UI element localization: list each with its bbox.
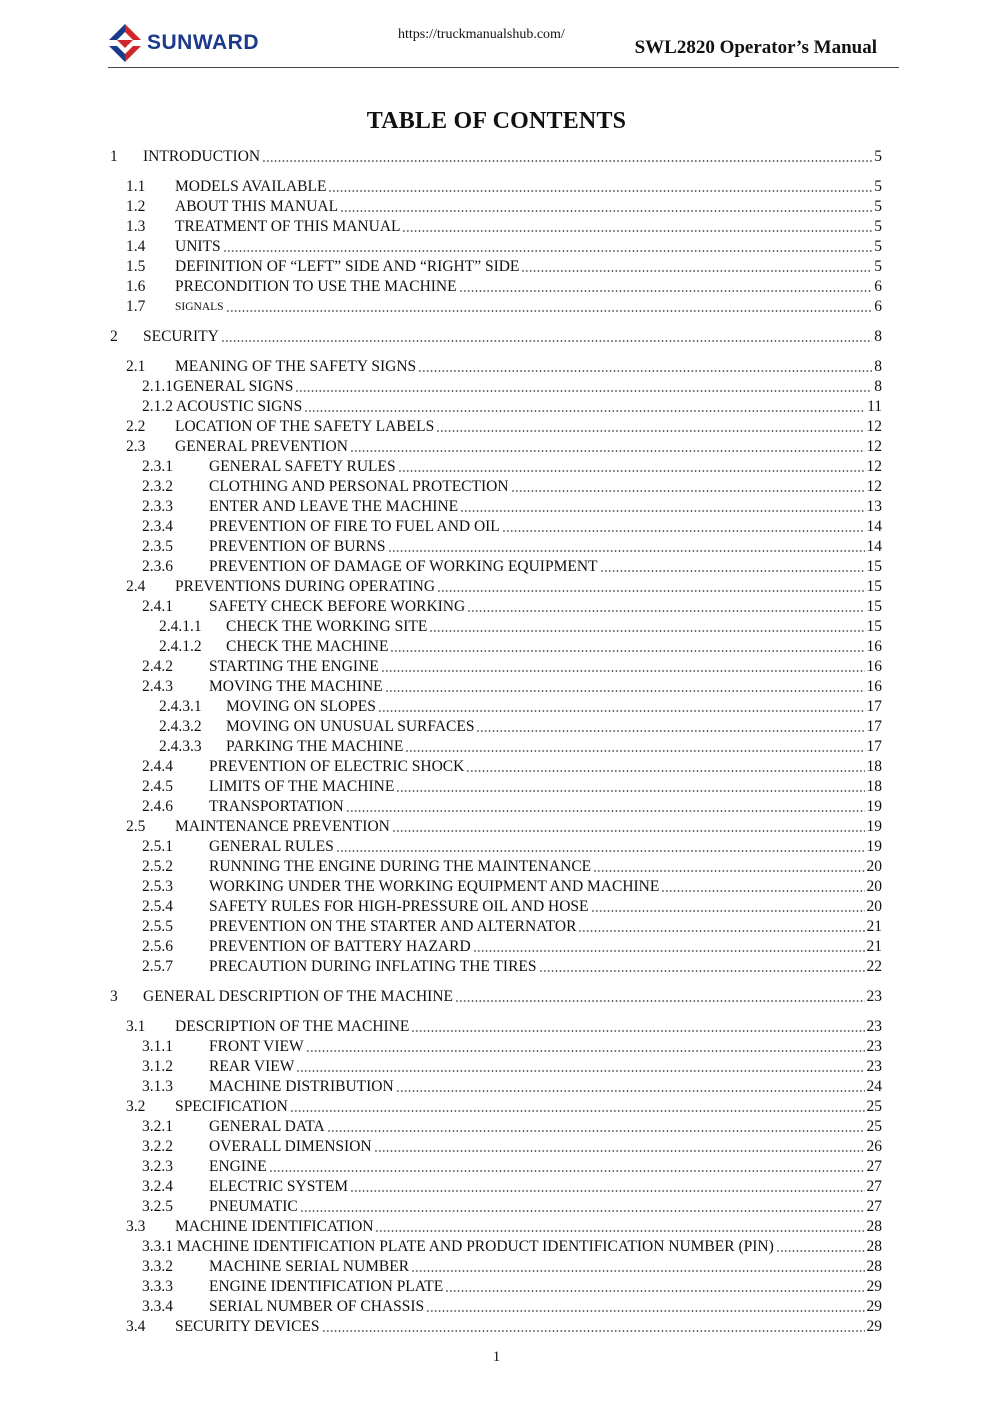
toc-entry[interactable] xyxy=(110,836,882,856)
toc-entry-number: 2.3.2 xyxy=(142,478,173,495)
toc-entry-number: 1.7 xyxy=(126,298,146,315)
toc-entry-number: 3.1.2 xyxy=(142,1058,173,1075)
toc-entry-title: SAFETY CHECK BEFORE WORKING xyxy=(209,598,466,615)
toc-entry-title: MEANING OF THE SAFETY SIGNS xyxy=(175,358,417,375)
toc-entry[interactable] xyxy=(110,596,882,616)
dot-leader xyxy=(661,890,864,892)
dot-leader xyxy=(295,390,872,392)
toc-entry[interactable] xyxy=(110,416,882,436)
toc-entry-number: 2.3.3 xyxy=(142,498,173,515)
toc-entry-title: 2.1.2 ACOUSTIC SIGNS xyxy=(142,398,303,415)
toc-entry-page: 15 xyxy=(866,618,882,635)
toc-entry-number: 3.3.3 xyxy=(142,1278,173,1295)
dot-leader xyxy=(405,750,864,752)
toc-entry-page: 5 xyxy=(874,148,882,165)
toc-entry[interactable] xyxy=(110,396,882,416)
dot-leader xyxy=(600,570,865,572)
dot-leader xyxy=(336,850,865,852)
toc-entry[interactable] xyxy=(110,656,882,676)
toc-entry-number: 2.4.1 xyxy=(142,598,173,615)
toc-entry-number: 2.4.3.3 xyxy=(159,738,202,755)
toc-entry-page: 12 xyxy=(866,458,882,475)
dot-leader xyxy=(466,770,864,772)
toc-entry-title: FRONT VIEW xyxy=(209,1038,304,1055)
dot-leader xyxy=(429,630,864,632)
header-divider xyxy=(108,67,899,68)
toc-entry-page: 16 xyxy=(866,638,882,655)
toc-entry-page: 12 xyxy=(866,438,882,455)
dot-leader xyxy=(269,1170,865,1172)
toc-entry[interactable] xyxy=(110,1036,882,1056)
dot-leader xyxy=(381,670,865,672)
toc-entry-number: 1.5 xyxy=(126,258,146,275)
dot-leader xyxy=(350,1190,864,1192)
toc-entry-page: 8 xyxy=(874,358,882,375)
toc-entry-title: PRECONDITION TO USE THE MACHINE xyxy=(175,278,457,295)
dot-leader xyxy=(426,1310,864,1312)
toc-entry-number: 2.4.3.2 xyxy=(159,718,202,735)
toc-entry-page: 12 xyxy=(866,478,882,495)
toc-entry[interactable] xyxy=(110,276,882,296)
dot-leader xyxy=(467,610,864,612)
dot-leader xyxy=(445,1290,864,1292)
toc-entry-number: 2.4.1.2 xyxy=(159,638,202,655)
toc-entry-number: 2.4.3.1 xyxy=(159,698,202,715)
toc-entry-title: PREVENTION OF ELECTRIC SHOCK xyxy=(209,758,465,775)
toc-entry-number: 2.4.4 xyxy=(142,758,173,775)
toc-entry[interactable] xyxy=(110,1276,882,1296)
toc-entry-title: PREVENTION OF BURNS xyxy=(209,538,386,555)
toc-entry-title: GENERAL DESCRIPTION OF THE MACHINE xyxy=(143,988,453,1005)
toc-entry[interactable] xyxy=(110,176,882,196)
toc-entry-page: 27 xyxy=(866,1178,882,1195)
toc-entry-number: 3.2 xyxy=(126,1098,146,1115)
toc-entry-page: 8 xyxy=(874,328,882,345)
toc-entry[interactable] xyxy=(110,236,882,256)
toc-entry-page: 11 xyxy=(867,398,882,415)
toc-entry[interactable] xyxy=(110,816,882,836)
toc-entry-title: ENTER AND LEAVE THE MACHINE xyxy=(209,498,459,515)
toc-entry[interactable] xyxy=(110,1156,882,1176)
toc-entry-title: TREATMENT OF THIS MANUAL xyxy=(175,218,401,235)
toc-entry-number: 2.3 xyxy=(126,438,146,455)
toc-entry[interactable] xyxy=(110,896,882,916)
toc-entry-page: 22 xyxy=(866,958,882,975)
dot-leader xyxy=(322,1330,865,1332)
toc-entry-title: PREVENTION ON THE STARTER AND ALTERNATOR xyxy=(209,918,577,935)
toc-entry-page: 18 xyxy=(866,758,882,775)
toc-entry-page: 6 xyxy=(874,278,882,295)
toc-entry-title: SECURITY xyxy=(143,328,219,345)
toc-entry-title: GENERAL SAFETY RULES xyxy=(209,458,396,475)
toc-entry-title: PRECAUTION DURING INFLATING THE TIRES xyxy=(209,958,537,975)
toc-entry-number: 3.2.5 xyxy=(142,1198,173,1215)
toc-entry-title: PNEUMATIC xyxy=(209,1198,298,1215)
toc-entry-page: 28 xyxy=(866,1238,882,1255)
toc-entry-page: 25 xyxy=(866,1098,882,1115)
toc-entry-title: GENERAL DATA xyxy=(209,1118,325,1135)
toc-entry-title: PREVENTIONS DURING OPERATING xyxy=(175,578,436,595)
toc-entry[interactable] xyxy=(110,1136,882,1156)
toc-entry[interactable] xyxy=(110,496,882,516)
toc-entry-title: MOVING THE MACHINE xyxy=(209,678,383,695)
dot-leader xyxy=(350,450,865,452)
toc-entry-page: 20 xyxy=(866,878,882,895)
dot-leader xyxy=(374,1150,865,1152)
toc-entry-number: 3 xyxy=(110,988,118,1005)
toc-entry-title: 2.1.1GENERAL SIGNS xyxy=(142,378,294,395)
toc-entry-title: PARKING THE MACHINE xyxy=(226,738,404,755)
toc-entry-number: 2.3.5 xyxy=(142,538,173,555)
toc-entry-page: 19 xyxy=(866,838,882,855)
toc-entry[interactable] xyxy=(110,536,882,556)
toc-entry[interactable] xyxy=(110,616,882,636)
toc-entry-title: PREVENTION OF FIRE TO FUEL AND OIL xyxy=(209,518,500,535)
toc-entry-number: 2.5.7 xyxy=(142,958,173,975)
dot-leader xyxy=(411,1270,864,1272)
toc-entry-page: 29 xyxy=(866,1318,882,1335)
toc-entry[interactable] xyxy=(110,436,882,456)
toc-entry-number: 3.3.4 xyxy=(142,1298,173,1315)
toc-entry-page: 17 xyxy=(866,698,882,715)
toc-entry-number: 3.2.1 xyxy=(142,1118,173,1135)
page-number: 1 xyxy=(492,1349,501,1365)
toc-entry[interactable] xyxy=(110,146,882,166)
dot-leader xyxy=(398,470,865,472)
dot-leader xyxy=(593,870,864,872)
toc-entry-title: MODELS AVAILABLE xyxy=(175,178,327,195)
dot-leader xyxy=(300,1210,865,1212)
toc-entry-number: 3.2.2 xyxy=(142,1138,173,1155)
toc-entry[interactable] xyxy=(110,876,882,896)
toc-entry-page: 5 xyxy=(874,198,882,215)
toc-entry-number: 3.2.4 xyxy=(142,1178,173,1195)
toc-entry-page: 6 xyxy=(874,298,882,315)
dot-leader xyxy=(392,830,865,832)
toc-entry-page: 26 xyxy=(866,1138,882,1155)
toc-entry[interactable] xyxy=(110,986,882,1006)
toc-entry-title: ENGINE xyxy=(209,1158,267,1175)
toc-entry-number: 3.4 xyxy=(126,1318,146,1335)
toc-entry-title: ELECTRIC SYSTEM xyxy=(209,1178,349,1195)
toc-entry-number: 1 xyxy=(110,148,118,165)
toc-entry[interactable] xyxy=(110,756,882,776)
toc-entry-number: 2.4.5 xyxy=(142,778,173,795)
dot-leader xyxy=(375,1230,864,1232)
toc-entry[interactable] xyxy=(110,516,882,536)
dot-leader xyxy=(262,160,872,162)
dot-leader xyxy=(346,810,865,812)
toc-entry[interactable] xyxy=(110,736,882,756)
toc-entry[interactable] xyxy=(110,256,882,276)
toc-entry-page: 16 xyxy=(866,658,882,675)
toc-entry[interactable] xyxy=(110,356,882,376)
toc-entry-number: 2.5.2 xyxy=(142,858,173,875)
toc-entry[interactable] xyxy=(110,1016,882,1036)
toc-entry-number: 2.3.1 xyxy=(142,458,173,475)
toc-entry-title: CLOTHING AND PERSONAL PROTECTION xyxy=(209,478,509,495)
toc-entry-number: 3.1.1 xyxy=(142,1038,173,1055)
toc-entry-page: 5 xyxy=(874,238,882,255)
logo-text: SUNWARD xyxy=(147,31,259,54)
dot-leader xyxy=(411,1030,864,1032)
toc-entry-page: 16 xyxy=(866,678,882,695)
dot-leader xyxy=(476,730,864,732)
dot-leader xyxy=(378,710,865,712)
toc-entry-page: 23 xyxy=(866,1038,882,1055)
toc-entry-page: 29 xyxy=(866,1298,882,1315)
toc-entry[interactable] xyxy=(110,196,882,216)
toc-entry[interactable] xyxy=(110,1296,882,1316)
source-url[interactable]: https://truckmanualshub.com/ xyxy=(398,27,565,42)
toc-entry-title: MACHINE SERIAL NUMBER xyxy=(209,1258,410,1275)
toc-entry-page: 24 xyxy=(866,1078,882,1095)
toc-entry[interactable] xyxy=(110,1316,882,1336)
toc-entry[interactable] xyxy=(110,456,882,476)
toc-entry-page: 12 xyxy=(866,418,882,435)
toc-entry-number: 2.5.1 xyxy=(142,838,173,855)
toc-entry[interactable] xyxy=(110,376,882,396)
dot-leader xyxy=(511,490,865,492)
toc-entry-title: INTRODUCTION xyxy=(143,148,261,165)
toc-entry-title: MOVING ON UNUSUAL SURFACES xyxy=(226,718,475,735)
toc-entry[interactable] xyxy=(110,856,882,876)
toc-entry-page: 5 xyxy=(874,178,882,195)
toc-entry[interactable] xyxy=(110,936,882,956)
sunward-logo xyxy=(108,22,259,64)
dot-leader xyxy=(521,270,872,272)
dot-leader xyxy=(402,230,872,232)
toc-entry-page: 28 xyxy=(866,1218,882,1235)
toc-entry[interactable] xyxy=(110,556,882,576)
toc-entry-title: OVERALL DIMENSION xyxy=(209,1138,372,1155)
toc-entry-page: 27 xyxy=(866,1198,882,1215)
dot-leader xyxy=(418,370,872,372)
toc-entry-number: 2.5.4 xyxy=(142,898,173,915)
dot-leader xyxy=(473,950,865,952)
dot-leader xyxy=(340,210,872,212)
toc-entry-page: 8 xyxy=(874,378,882,395)
toc-entry-number: 2.4 xyxy=(126,578,146,595)
toc-entry-title: CHECK THE WORKING SITE xyxy=(226,618,428,635)
toc-entry-title: STARTING THE ENGINE xyxy=(209,658,379,675)
toc-entry[interactable] xyxy=(110,676,882,696)
dot-leader xyxy=(390,650,864,652)
toc-entry-page: 5 xyxy=(874,218,882,235)
toc-entry-page: 23 xyxy=(866,1058,882,1075)
toc-entry-page: 15 xyxy=(866,558,882,575)
dot-leader xyxy=(455,1000,865,1002)
toc-entry-page: 23 xyxy=(866,1018,882,1035)
toc-entry-number: 3.3.2 xyxy=(142,1258,173,1275)
toc-entry-number: 2.3.4 xyxy=(142,518,173,535)
dot-leader xyxy=(226,310,873,312)
toc-entry[interactable] xyxy=(110,1096,882,1116)
dot-leader xyxy=(776,1250,865,1252)
toc-entry[interactable] xyxy=(110,696,882,716)
toc-entry-number: 2.5.6 xyxy=(142,938,173,955)
toc-entry-title: RUNNING THE ENGINE DURING THE MAINTENANCE xyxy=(209,858,592,875)
manual-title: SWL2820 Operator’s Manual xyxy=(634,37,877,58)
toc-entry-title: SIGNALS xyxy=(175,301,224,313)
toc-entry-page: 27 xyxy=(866,1158,882,1175)
toc-entry-title: MOVING ON SLOPES xyxy=(226,698,376,715)
toc-entry-title: REAR VIEW xyxy=(209,1058,295,1075)
toc-entry-page: 29 xyxy=(866,1278,882,1295)
toc-entry-page: 21 xyxy=(866,938,882,955)
toc-entry-number: 2.4.2 xyxy=(142,658,173,675)
toc-entry-page: 18 xyxy=(866,778,882,795)
dot-leader xyxy=(306,1050,865,1052)
toc-entry-number: 2.4.6 xyxy=(142,798,173,815)
toc-entry-title: MACHINE IDENTIFICATION xyxy=(175,1218,374,1235)
toc-entry[interactable] xyxy=(110,716,882,736)
toc-entry-title: MACHINE DISTRIBUTION xyxy=(209,1078,394,1095)
toc-entry-number: 2.5.3 xyxy=(142,878,173,895)
toc-entry[interactable] xyxy=(110,1216,882,1236)
dot-leader xyxy=(290,1110,865,1112)
toc-entry[interactable] xyxy=(110,1056,882,1076)
dot-leader xyxy=(436,430,864,432)
toc-entry-number: 2.1 xyxy=(126,358,146,375)
toc-entry-number: 3.3 xyxy=(126,1218,146,1235)
toc-entry[interactable] xyxy=(110,796,882,816)
dot-leader xyxy=(396,1090,865,1092)
toc-entry-page: 17 xyxy=(866,738,882,755)
toc-entry-title: WORKING UNDER THE WORKING EQUIPMENT AND MACHINE xyxy=(209,878,660,895)
toc-entry[interactable] xyxy=(110,1256,882,1276)
toc-entry-page: 20 xyxy=(866,858,882,875)
toc-entry[interactable] xyxy=(110,1176,882,1196)
toc-entry-number: 2.3.6 xyxy=(142,558,173,575)
toc-entry-title: SECURITY DEVICES xyxy=(175,1318,320,1335)
toc-entry-number: 1.1 xyxy=(126,178,146,195)
toc-entry-number: 1.3 xyxy=(126,218,146,235)
toc-entry-page: 13 xyxy=(866,498,882,515)
toc-entry-title: ABOUT THIS MANUAL xyxy=(175,198,339,215)
dot-leader xyxy=(385,690,865,692)
toc-entry-page: 19 xyxy=(866,798,882,815)
dot-leader xyxy=(502,530,865,532)
toc-entry-title: PREVENTION OF BATTERY HAZARD xyxy=(209,938,471,955)
dot-leader xyxy=(304,410,865,412)
toc-entry[interactable] xyxy=(110,476,882,496)
toc-entry-page: 17 xyxy=(866,718,882,735)
sunward-logo-icon xyxy=(108,23,142,63)
toc-entry-page: 28 xyxy=(866,1258,882,1275)
dot-leader xyxy=(578,930,864,932)
toc-title: TABLE OF CONTENTS xyxy=(366,108,627,134)
toc-entry-number: 2.5.5 xyxy=(142,918,173,935)
toc-entry-page: 5 xyxy=(874,258,882,275)
toc-entry-title: GENERAL PREVENTION xyxy=(175,438,348,455)
toc-entry-title: SPECIFICATION xyxy=(175,1098,288,1115)
toc-entry-title: LOCATION OF THE SAFETY LABELS xyxy=(175,418,435,435)
dot-leader xyxy=(328,190,872,192)
toc-entry-title: DESCRIPTION OF THE MACHINE xyxy=(175,1018,410,1035)
toc-entry-title: SAFETY RULES FOR HIGH-PRESSURE OIL AND HOSE xyxy=(209,898,589,915)
toc-entry-number: 1.6 xyxy=(126,278,146,295)
toc-entry-title: TRANSPORTATION xyxy=(209,798,344,815)
toc-entry[interactable] xyxy=(110,326,882,346)
toc-entry-page: 15 xyxy=(866,578,882,595)
toc-entry-number: 2.5 xyxy=(126,818,146,835)
toc-entry[interactable] xyxy=(110,296,882,316)
toc-entry-title: CHECK THE MACHINE xyxy=(226,638,389,655)
dot-leader xyxy=(539,970,865,972)
toc-entry-title: UNITS xyxy=(175,238,221,255)
dot-leader xyxy=(223,250,873,252)
toc-entry-title: MAINTENANCE PREVENTION xyxy=(175,818,390,835)
toc-entry-page: 21 xyxy=(866,918,882,935)
dot-leader xyxy=(591,910,865,912)
toc-entry-page: 14 xyxy=(866,538,882,555)
toc-entry-number: 1.4 xyxy=(126,238,146,255)
toc-entry-number: 3.1.3 xyxy=(142,1078,173,1095)
toc-entry-number: 3.2.3 xyxy=(142,1158,173,1175)
toc-entry-number: 1.2 xyxy=(126,198,146,215)
dot-leader xyxy=(221,340,872,342)
toc-entry-page: 25 xyxy=(866,1118,882,1135)
toc-entry[interactable] xyxy=(110,216,882,236)
dot-leader xyxy=(396,790,864,792)
toc-entry-title: LIMITS OF THE MACHINE xyxy=(209,778,395,795)
toc-entry-number: 2.2 xyxy=(126,418,146,435)
dot-leader xyxy=(327,1130,865,1132)
toc-entry-page: 23 xyxy=(866,988,882,1005)
toc-entry[interactable] xyxy=(110,576,882,596)
toc-entry-number: 3.1 xyxy=(126,1018,146,1035)
toc-entry-title: SERIAL NUMBER OF CHASSIS xyxy=(209,1298,425,1315)
dot-leader xyxy=(437,590,864,592)
page-header xyxy=(108,18,899,68)
toc-entry-number: 2.4.3 xyxy=(142,678,173,695)
toc-entry[interactable] xyxy=(110,1196,882,1216)
toc-entry-page: 15 xyxy=(866,598,882,615)
dot-leader xyxy=(388,550,865,552)
toc-entry-number: 2 xyxy=(110,328,118,345)
toc-entry[interactable] xyxy=(110,956,882,976)
toc-entry-page: 19 xyxy=(866,818,882,835)
toc-entry[interactable] xyxy=(110,1076,882,1096)
toc-entry[interactable] xyxy=(110,776,882,796)
toc-entry-title: GENERAL RULES xyxy=(209,838,334,855)
toc-entry-number: 2.4.1.1 xyxy=(159,618,202,635)
toc-entry-title: DEFINITION OF “LEFT” SIDE AND “RIGHT” SIDE xyxy=(175,258,520,275)
toc-entry[interactable] xyxy=(110,1116,882,1136)
toc-entry[interactable] xyxy=(110,916,882,936)
toc-entry-title: ENGINE IDENTIFICATION PLATE xyxy=(209,1278,444,1295)
dot-leader xyxy=(460,510,864,512)
dot-leader xyxy=(459,290,873,292)
toc-entry-title: PREVENTION OF DAMAGE OF WORKING EQUIPMENT xyxy=(209,558,598,575)
toc-entry-page: 20 xyxy=(866,898,882,915)
toc-entry[interactable] xyxy=(110,636,882,656)
dot-leader xyxy=(296,1070,864,1072)
toc-entry-page: 14 xyxy=(866,518,882,535)
toc-entry[interactable] xyxy=(110,1236,882,1256)
toc-entry-title: 3.3.1 MACHINE IDENTIFICATION PLATE AND PRODUCT IDENTIFICATION NUMBER (PIN) xyxy=(142,1238,774,1255)
